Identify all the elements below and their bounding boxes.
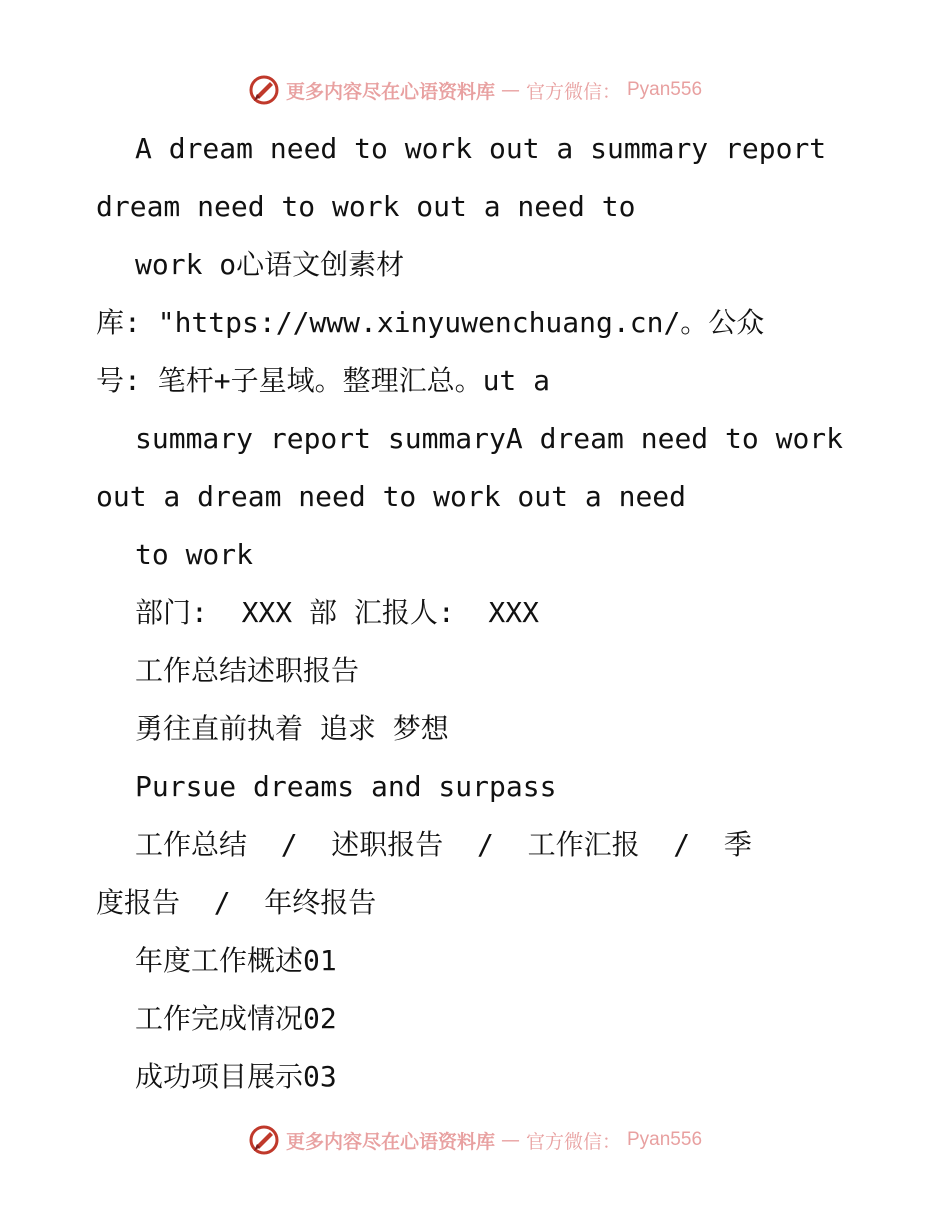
footer-banner-wechat-id: Pyan556 bbox=[627, 1129, 703, 1150]
header-banner-wechat-id: Pyan556 bbox=[627, 79, 703, 100]
header-banner-left-text: 更多内容尽在心语资料库 bbox=[285, 80, 495, 103]
body-line: out a dream need to work out a need bbox=[96, 480, 687, 513]
footer-banner-dash: — bbox=[500, 1129, 520, 1151]
report-types-line: 工作总结 / 述职报告 / 工作汇报 / 季 bbox=[135, 828, 752, 861]
header-banner-right-text: 官方微信： bbox=[525, 80, 621, 103]
footer-banner-inner bbox=[248, 1124, 702, 1156]
toc-item-03: 成功项目展示03 bbox=[135, 1060, 337, 1093]
body-line: to work bbox=[135, 538, 254, 571]
report-title-line: 工作总结述职报告 bbox=[135, 654, 360, 687]
body-line: dream need to work out a need to bbox=[96, 190, 636, 223]
toc-item-02: 工作完成情况02 bbox=[135, 1002, 337, 1035]
body-line: summary report summaryA dream need to work bbox=[135, 422, 844, 455]
toc-item-01: 年度工作概述01 bbox=[135, 944, 337, 977]
body-line: 库: "https://www.xinyuwenchuang.cn/。公众 bbox=[96, 306, 765, 339]
slogan-line: 勇往直前执着 追求 梦想 bbox=[135, 712, 449, 745]
header-banner-inner bbox=[248, 74, 702, 106]
footer-banner-left-text: 更多内容尽在心语资料库 bbox=[285, 1130, 495, 1153]
header-banner bbox=[0, 70, 950, 110]
body-line: A dream need to work out a summary report bbox=[135, 132, 827, 165]
pen-nib-logo-icon bbox=[248, 74, 280, 106]
report-types-line-cont: 度报告 / 年终报告 bbox=[96, 886, 377, 919]
header-banner-dash: — bbox=[500, 79, 520, 101]
english-slogan-line: Pursue dreams and surpass bbox=[135, 770, 557, 803]
department-reporter-line: 部门: XXX 部 汇报人: XXX bbox=[135, 596, 540, 629]
pen-nib-logo-icon bbox=[248, 1124, 280, 1156]
footer-banner bbox=[0, 1120, 950, 1160]
body-line: work o心语文创素材 bbox=[135, 248, 405, 281]
footer-banner-right-text: 官方微信： bbox=[525, 1130, 621, 1153]
body-line: 号: 笔杆+子星域。整理汇总。ut a bbox=[96, 364, 551, 397]
